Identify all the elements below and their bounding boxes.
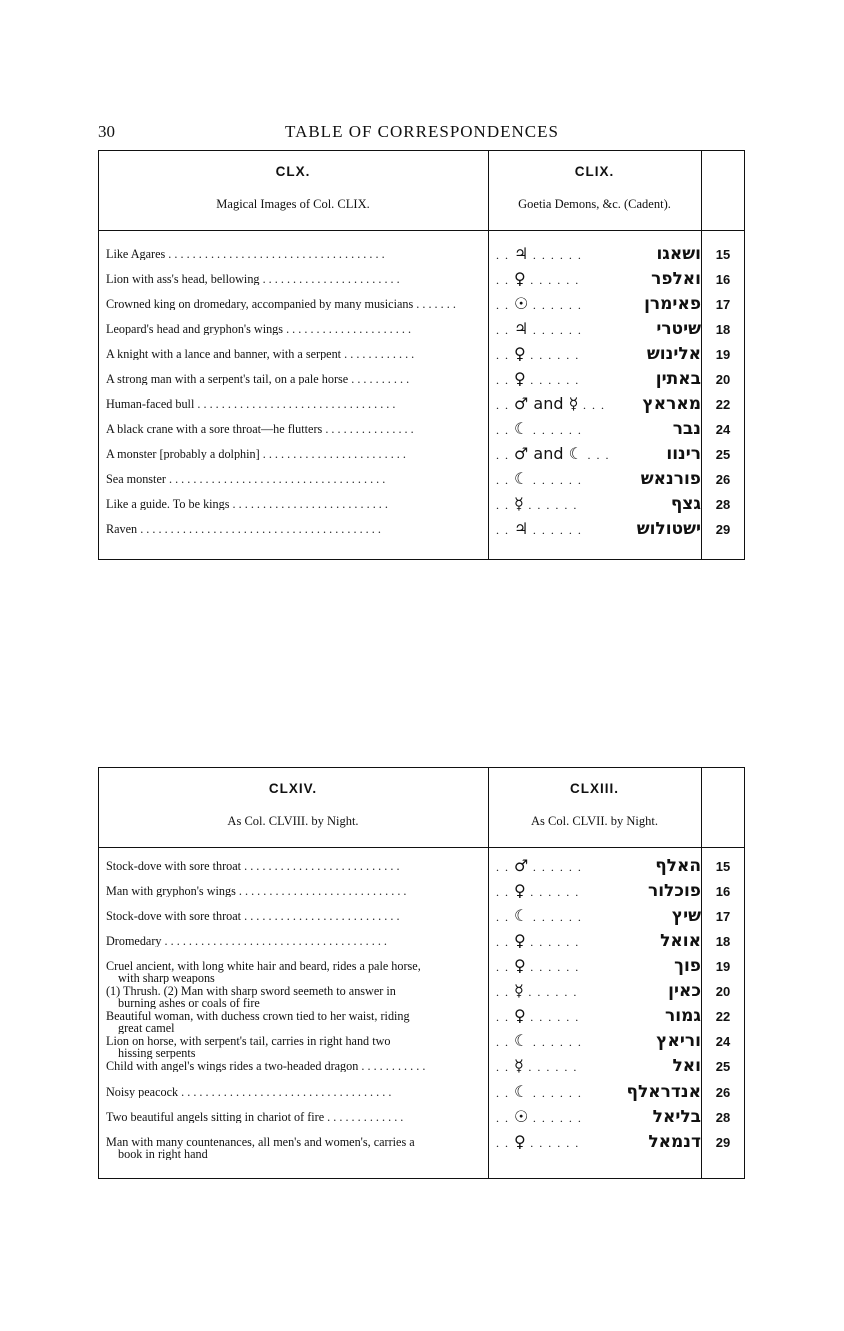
row-number: 16 xyxy=(715,272,731,287)
planet-symbol: ♀ xyxy=(514,1006,526,1025)
planet-symbol-cell xyxy=(496,931,626,950)
table-top-rule xyxy=(98,767,745,768)
planet-symbol-cell xyxy=(496,856,626,875)
row-description-text: Raven xyxy=(106,523,138,535)
correspondence-table-clxiv xyxy=(98,767,745,1179)
row-description xyxy=(106,1035,482,1059)
row-description xyxy=(106,273,482,285)
row-description xyxy=(106,885,482,897)
row-number: 15 xyxy=(715,247,731,262)
table-header-rule xyxy=(98,847,745,848)
planet-symbol-cell xyxy=(496,269,626,288)
row-description-text: Leopard's head and gryphon's wings xyxy=(106,323,284,335)
dot-leader: . . . . . . xyxy=(525,885,580,899)
dot-leader: . . . . . . xyxy=(528,910,583,924)
table-top-rule xyxy=(98,150,745,151)
hebrew-name: ושאגו xyxy=(656,244,701,264)
planet-symbol-cell xyxy=(496,419,626,438)
planet-symbol: ♃ xyxy=(514,519,529,538)
row-description xyxy=(106,523,482,535)
planet-symbol-cell xyxy=(496,1132,626,1151)
row-description-text: Dromedary xyxy=(106,935,162,947)
dot-leader: . . xyxy=(496,860,514,874)
row-description-continuation: great camel xyxy=(118,1021,175,1034)
dot-leader: . . xyxy=(496,298,514,312)
dot-leader: . . . . . . . . . . . . . . . . . . . . . . . . . . . . . . . . . xyxy=(194,398,396,410)
planet-symbol: ♃ xyxy=(514,319,529,338)
dot-leader: . . . . . . xyxy=(525,1010,580,1024)
planet-symbol: ♂ xyxy=(514,856,529,875)
planet-symbol-cell xyxy=(496,981,626,1000)
dot-leader: . . xyxy=(496,1010,514,1024)
planet-symbol: ☿ xyxy=(514,1056,524,1075)
dot-leader: . . . . . . . . . . xyxy=(348,373,410,385)
dot-leader: . . . . . . xyxy=(528,473,583,487)
dot-leader: . . . . . . . . . . . . . . . . . . . . . . . . . . . . . . . . . . . . xyxy=(165,473,386,485)
dot-leader: . . . . . . . . . . . . . . . . . . . . . . . . . . xyxy=(229,498,388,510)
row-description-text: Like a guide. To be kings xyxy=(106,498,230,510)
planet-symbol: ♀ xyxy=(514,956,526,975)
dot-leader: . . xyxy=(496,323,514,337)
planet-symbol: ☾ xyxy=(514,469,529,488)
hebrew-name: באתין xyxy=(655,369,701,389)
planet-symbol: ☉ xyxy=(514,294,529,313)
planet-symbol-cell xyxy=(496,1107,626,1126)
row-number: 19 xyxy=(715,347,731,362)
dot-leader: . . . . . . xyxy=(528,323,583,337)
table-row xyxy=(98,1031,745,1060)
row-description xyxy=(106,860,482,872)
row-description xyxy=(106,348,482,360)
table-bottom-rule xyxy=(98,559,745,560)
dot-leader: . . . . . . . . . . . xyxy=(358,1060,426,1072)
planet-symbol-cell xyxy=(496,519,626,538)
row-description-text: Crowned king on dromedary, accompanied by many musicians xyxy=(106,298,414,310)
row-number: 26 xyxy=(715,1085,731,1100)
dot-leader: . . xyxy=(496,273,514,287)
dot-leader: . . xyxy=(496,523,514,537)
row-description-continuation: with sharp weapons xyxy=(118,971,215,984)
hebrew-name: אלינוש xyxy=(646,344,701,364)
row-description-text: Child with angel's wings rides a two-headed dragon xyxy=(106,1060,359,1072)
row-number: 24 xyxy=(715,422,731,437)
dot-leader: . . . . . . . . . . . . . xyxy=(324,1111,404,1123)
dot-leader: . . xyxy=(496,423,514,437)
dot-leader: . . xyxy=(496,1136,514,1150)
dot-leader: . . . . . . xyxy=(528,1035,583,1049)
dot-leader: . . . . . . xyxy=(528,423,583,437)
hebrew-name: נבר xyxy=(672,419,701,439)
row-number: 22 xyxy=(715,397,731,412)
row-description-text: Lion on horse, with serpent's tail, carries in right hand two xyxy=(106,1035,391,1048)
dot-leader: . . . . . . xyxy=(525,935,580,949)
hebrew-name: גצף xyxy=(670,494,701,514)
row-number: 20 xyxy=(715,372,731,387)
row-description-text: Like Agares xyxy=(106,248,166,260)
planet-symbol: ☾ xyxy=(514,419,529,438)
row-description-text: Beautiful woman, with duchess crown tied to her waist, riding xyxy=(106,1010,410,1023)
dot-leader: . . xyxy=(496,960,514,974)
planet-symbol-cell xyxy=(496,369,626,388)
right-column-number: CLXIII. xyxy=(569,781,619,796)
hebrew-name: שיץ xyxy=(671,906,701,926)
row-description-text: Cruel ancient, with long white hair and beard, rides a pale horse, xyxy=(106,960,421,973)
row-description-continuation: burning ashes or coals of fire xyxy=(118,996,260,1009)
left-column-title: Magical Images of Col. CLIX. xyxy=(216,197,370,211)
row-description xyxy=(106,323,482,335)
dot-leader: . . xyxy=(496,1086,514,1100)
row-description-text: Man with many countenances, all men's and women's, carries a xyxy=(106,1136,415,1149)
hebrew-name: ואלפר xyxy=(651,269,701,289)
table-row xyxy=(98,244,745,273)
hebrew-name: אואל xyxy=(660,931,701,951)
dot-leader: . . . . . . . xyxy=(413,298,456,310)
planet-symbol-cell xyxy=(496,319,626,338)
dot-leader: . . xyxy=(496,910,514,924)
dot-leader: . . . . . . . . . . . . . . . . . . . . . . . . . . . . xyxy=(235,885,407,897)
row-description xyxy=(106,1111,482,1123)
row-number: 25 xyxy=(715,1059,731,1074)
dot-leader: . . . . . . . . . . . . . . . . . . . . . . . . . . . . . . . . . . . . . xyxy=(161,935,387,947)
row-description xyxy=(106,498,482,510)
row-description xyxy=(106,373,482,385)
dot-leader: . . . . . . xyxy=(525,960,580,974)
hebrew-name: שיטרי xyxy=(656,319,701,339)
dot-leader: . . . . . . xyxy=(528,248,583,262)
table-row xyxy=(98,419,745,448)
row-description xyxy=(106,298,482,310)
dot-leader: . . . xyxy=(578,398,606,412)
hebrew-name: האלף xyxy=(655,856,701,876)
table-row xyxy=(98,931,745,960)
hebrew-name: מאראץ xyxy=(642,394,701,414)
dot-leader: . . . . . . xyxy=(525,1136,580,1150)
dot-leader: . . . . . . . . . . . . . . . xyxy=(322,423,414,435)
planet-symbol-cell xyxy=(496,244,626,263)
planet-symbol: ☿ xyxy=(514,981,524,1000)
planet-symbol-cell xyxy=(496,1082,626,1101)
dot-leader: . . . . . . . . . . . . . . . . . . . . . . . . . . xyxy=(241,910,400,922)
dot-leader: . . xyxy=(496,398,514,412)
dot-leader: . . . . . . xyxy=(528,298,583,312)
planet-symbol: ☾ xyxy=(514,1082,529,1101)
hebrew-name: כאין xyxy=(668,981,701,1001)
dot-leader: . . . . . . . . . . . . . . . . . . . . . . . . . . xyxy=(241,860,400,872)
planet-symbol-cell xyxy=(496,394,626,413)
row-description xyxy=(106,248,482,260)
row-description-continuation: hissing serpents xyxy=(118,1046,196,1059)
dot-leader: . . . . . . xyxy=(525,273,580,287)
hebrew-name: בליאל xyxy=(652,1107,701,1127)
row-number: 16 xyxy=(715,884,731,899)
planet-symbol-cell xyxy=(496,344,626,363)
running-head: TABLE OF CORRESPONDENCES xyxy=(285,122,559,141)
row-description-text: Stock-dove with sore throat xyxy=(106,860,242,872)
planet-symbol: ♀ xyxy=(514,1132,526,1151)
left-column-number: CLXIV. xyxy=(268,781,318,796)
row-description-text: Man with gryphon's wings xyxy=(106,885,236,897)
row-description xyxy=(106,473,482,485)
dot-leader: . . . . . . . . . . . . xyxy=(341,348,415,360)
dot-leader: . . xyxy=(496,448,514,462)
row-description-text: A strong man with a serpent's tail, on a pale horse xyxy=(106,373,349,385)
planet-symbol: ☾ xyxy=(514,1031,529,1050)
row-description-text: Two beautiful angels sitting in chariot of fire xyxy=(106,1111,325,1123)
dot-leader: . . . . . . . . . . . . . . . . . . . . . . . xyxy=(259,273,400,285)
right-column-header xyxy=(488,164,701,212)
row-description-text: Lion with ass's head, bellowing xyxy=(106,273,260,285)
row-number: 20 xyxy=(715,984,731,999)
planet-symbol-cell xyxy=(496,956,626,975)
row-description-text: A monster [probably a dolphin] xyxy=(106,448,260,460)
hebrew-name: ישטולוש xyxy=(636,519,701,539)
dot-leader: . . xyxy=(496,473,514,487)
hebrew-name: אנדראלף xyxy=(626,1082,701,1102)
row-number: 28 xyxy=(715,1110,731,1125)
planet-symbol-cell xyxy=(496,1006,626,1025)
table-row xyxy=(98,881,745,910)
planet-symbol: ♀ xyxy=(514,369,526,388)
table-row xyxy=(98,294,745,323)
row-description xyxy=(106,448,482,460)
row-number: 18 xyxy=(715,322,731,337)
dot-leader: . . xyxy=(496,985,514,999)
planet-symbol-cell xyxy=(496,294,626,313)
row-number: 29 xyxy=(715,1135,731,1150)
planet-symbol: ♀ xyxy=(514,881,526,900)
row-description-text: (1) Thrush. (2) Man with sharp sword seemeth to answer in xyxy=(106,985,396,998)
row-description xyxy=(106,423,482,435)
dot-leader: . . . . . . xyxy=(523,498,578,512)
row-description xyxy=(106,1136,482,1160)
hebrew-name: פורנאש xyxy=(640,469,701,489)
row-number: 24 xyxy=(715,1034,731,1049)
dot-leader: . . . . . . xyxy=(528,860,583,874)
table-row xyxy=(98,906,745,935)
table-header-rule xyxy=(98,230,745,231)
row-description xyxy=(106,1060,482,1072)
row-description-continuation: book in right hand xyxy=(118,1147,208,1160)
planet-symbol: ♂ and ☿ xyxy=(514,394,579,413)
row-description xyxy=(106,398,482,410)
planet-symbol-cell xyxy=(496,444,626,463)
dot-leader: . . xyxy=(496,1060,514,1074)
row-description xyxy=(106,1010,482,1034)
planet-symbol: ☿ xyxy=(514,494,524,513)
left-column-header xyxy=(98,781,488,829)
planet-symbol: ☾ xyxy=(514,906,529,925)
row-number: 19 xyxy=(715,959,731,974)
table-row xyxy=(98,394,745,423)
dot-leader: . . . . . . . . . . . . . . . . . . . . . . . . xyxy=(259,448,406,460)
planet-symbol-cell xyxy=(496,469,626,488)
planet-symbol: ♀ xyxy=(514,269,526,288)
row-number: 17 xyxy=(715,909,731,924)
right-column-title: As Col. CLVII. by Night. xyxy=(531,814,658,828)
table-row xyxy=(98,469,745,498)
table-row xyxy=(98,344,745,373)
dot-leader: . . . . . . . . . . . . . . . . . . . . . . . . . . . . . . . . . . . . . . . . xyxy=(137,523,381,535)
dot-leader: . . . . . . xyxy=(528,1086,583,1100)
dot-leader: . . . . . . xyxy=(528,1111,583,1125)
row-number: 25 xyxy=(715,447,731,462)
hebrew-name: ואל xyxy=(672,1056,701,1076)
row-description-text: Stock-dove with sore throat xyxy=(106,910,242,922)
dot-leader: . . . . . . xyxy=(525,348,580,362)
dot-leader: . . . . . . . . . . . . . . . . . . . . . . . . . . . . . . . . . . . . xyxy=(165,248,385,260)
row-number: 28 xyxy=(715,497,731,512)
row-description xyxy=(106,935,482,947)
row-description xyxy=(106,985,482,1009)
right-column-title: Goetia Demons, &c. (Cadent). xyxy=(518,197,671,211)
left-column-title: As Col. CLVIII. by Night. xyxy=(227,814,359,828)
right-column-number: CLIX. xyxy=(574,164,615,179)
row-description xyxy=(106,960,482,984)
hebrew-name: פוך xyxy=(674,956,701,976)
dot-leader: . . . . . . xyxy=(523,1060,578,1074)
table-row xyxy=(98,1082,745,1111)
dot-leader: . . xyxy=(496,885,514,899)
table-row xyxy=(98,519,745,548)
row-number: 15 xyxy=(715,859,731,874)
planet-symbol: ☉ xyxy=(514,1107,529,1126)
table-row xyxy=(98,956,745,985)
dot-leader: . . xyxy=(496,1111,514,1125)
dot-leader: . . . . . . . . . . . . . . . . . . . . . xyxy=(283,323,411,335)
correspondence-table-clx xyxy=(98,150,745,560)
table-row xyxy=(98,981,745,1010)
left-column-header xyxy=(98,164,488,212)
planet-symbol: ♃ xyxy=(514,244,529,263)
planet-symbol: ♂ and ☾ xyxy=(514,444,583,463)
row-description-text: A black crane with a sore throat—he flutters xyxy=(106,423,323,435)
row-description xyxy=(106,1086,482,1098)
dot-leader: . . xyxy=(496,348,514,362)
dot-leader: . . xyxy=(496,935,514,949)
dot-leader: . . . . . . xyxy=(528,523,583,537)
dot-leader: . . . . . . xyxy=(523,985,578,999)
dot-leader: . . xyxy=(496,373,514,387)
dot-leader: . . . xyxy=(582,448,610,462)
row-number: 18 xyxy=(715,934,731,949)
planet-symbol-cell xyxy=(496,1056,626,1075)
row-description xyxy=(106,910,482,922)
hebrew-name: גמור xyxy=(665,1006,701,1026)
dot-leader: . . xyxy=(496,248,514,262)
hebrew-name: וריאץ xyxy=(656,1031,701,1051)
planet-symbol-cell xyxy=(496,1031,626,1050)
dot-leader: . . . . . . xyxy=(525,373,580,387)
table-row xyxy=(98,1132,745,1161)
row-description-text: Sea monster xyxy=(106,473,166,485)
dot-leader: . . xyxy=(496,1035,514,1049)
hebrew-name: פוכלור xyxy=(647,881,701,901)
planet-symbol-cell xyxy=(496,906,626,925)
right-column-header xyxy=(488,781,701,829)
table-row xyxy=(98,1006,745,1035)
row-number: 22 xyxy=(715,1009,731,1024)
row-description-text: A knight with a lance and banner, with a serpent xyxy=(106,348,342,360)
hebrew-name: דנמאל xyxy=(648,1132,701,1152)
dot-leader: . . . . . . . . . . . . . . . . . . . . . . . . . . . . . . . . . . . xyxy=(178,1086,392,1098)
table-bottom-rule xyxy=(98,1178,745,1179)
planet-symbol-cell xyxy=(496,494,626,513)
row-description-text: Noisy peacock xyxy=(106,1086,179,1098)
left-column-number: CLX. xyxy=(275,164,311,179)
planet-symbol: ♀ xyxy=(514,931,526,950)
row-number: 17 xyxy=(715,297,731,312)
page-number: 30 xyxy=(98,122,115,141)
row-description-text: Human-faced bull xyxy=(106,398,195,410)
hebrew-name: רינוו xyxy=(666,444,701,464)
row-number: 26 xyxy=(715,472,731,487)
planet-symbol: ♀ xyxy=(514,344,526,363)
row-number: 29 xyxy=(715,522,731,537)
planet-symbol-cell xyxy=(496,881,626,900)
dot-leader: . . xyxy=(496,498,514,512)
hebrew-name: פאימרן xyxy=(644,294,701,314)
